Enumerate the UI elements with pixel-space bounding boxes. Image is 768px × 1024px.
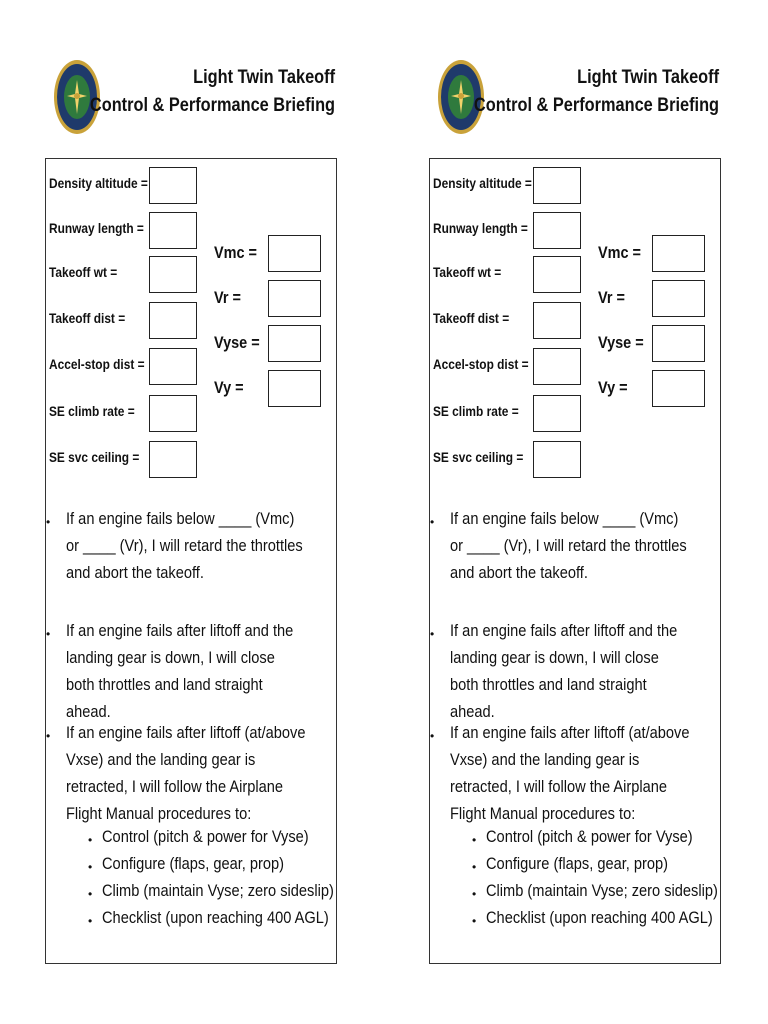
sub-step-configure: Configure (flaps, gear, prop) <box>486 854 669 873</box>
se-climb-rate-box <box>533 395 581 432</box>
takeoff-dist-label: Takeoff dist = <box>49 310 126 326</box>
gear-down-procedure-text: If an engine fails after liftoff and the landing gear is down, I will close both throttles and land straight ahead. <box>450 621 678 721</box>
runway-length-label: Runway length = <box>49 220 144 236</box>
gear-up-procedure-text: If an engine fails after liftoff (at/above Vxse) and the landing gear is retracted, I will follow the Airplane Flight Manual procedures to: <box>66 723 306 823</box>
takeoff-wt-box <box>149 256 197 293</box>
sub-step-control: Control (pitch & power for Vyse) <box>486 827 693 846</box>
se-climb-rate-box <box>149 395 197 432</box>
se-svc-ceiling-label: SE svc ceiling = <box>49 449 140 465</box>
vyse-label: Vyse = <box>214 333 260 352</box>
vy-label: Vy = <box>598 378 628 397</box>
abort-procedure-text: If an engine fails below ____ (Vmc) or ____ (Vr), I will retard the throttles and abort the takeoff. <box>450 509 687 582</box>
card-title <box>474 64 719 120</box>
vy-box <box>652 370 705 407</box>
gear-down-procedure-text: If an engine fails after liftoff and the landing gear is down, I will close both throttles and land straight ahead. <box>66 621 294 721</box>
se-svc-ceiling-box <box>149 441 197 478</box>
sub-step-climb: Climb (maintain Vyse; zero sideslip) <box>486 881 718 900</box>
vmc-label: Vmc = <box>214 243 257 262</box>
sub-bullet-icon: • <box>472 860 477 874</box>
se-climb-rate-label: SE climb rate = <box>433 403 519 419</box>
abort-procedure-text: If an engine fails below ____ (Vmc) or ____ (Vr), I will retard the throttles and abort the takeoff. <box>66 509 303 582</box>
vmc-box <box>268 235 321 272</box>
sub-bullet-icon: • <box>472 833 477 847</box>
sub-step-checklist: Checklist (upon reaching 400 AGL) <box>486 908 713 927</box>
vr-box <box>652 280 705 317</box>
card-title <box>90 64 335 120</box>
gear-up-procedure-text: If an engine fails after liftoff (at/above Vxse) and the landing gear is retracted, I will follow the Airplane Flight Manual procedures to: <box>450 723 690 823</box>
sub-bullet-icon: • <box>472 887 477 901</box>
se-svc-ceiling-label: SE svc ceiling = <box>433 449 524 465</box>
bullet-icon: • <box>430 729 435 743</box>
bullet-icon: • <box>46 729 51 743</box>
sub-step-control: Control (pitch & power for Vyse) <box>102 827 309 846</box>
takeoff-wt-label: Takeoff wt = <box>433 264 502 280</box>
sub-bullet-icon: • <box>472 914 477 928</box>
vyse-box <box>652 325 705 362</box>
title-line-2: Control & Performance Briefing <box>473 95 719 116</box>
runway-length-label: Runway length = <box>433 220 528 236</box>
runway-length-box <box>149 212 197 249</box>
density-altitude-box <box>533 167 581 204</box>
sub-bullet-icon: • <box>88 860 93 874</box>
density-altitude-label: Density altitude = <box>433 175 532 191</box>
bullet-icon: • <box>46 515 51 529</box>
bullet-icon: • <box>46 627 51 641</box>
briefing-panel <box>429 158 721 964</box>
vyse-box <box>268 325 321 362</box>
vmc-label: Vmc = <box>598 243 641 262</box>
runway-length-box <box>533 212 581 249</box>
title-line-2: Control & Performance Briefing <box>89 95 335 116</box>
bullet-icon: • <box>430 515 435 529</box>
vy-box <box>268 370 321 407</box>
accel-stop-dist-box <box>533 348 581 385</box>
takeoff-wt-box <box>533 256 581 293</box>
title-line-1: Light Twin Takeoff <box>577 67 719 88</box>
bullet-icon: • <box>430 627 435 641</box>
density-altitude-box <box>149 167 197 204</box>
sub-bullet-icon: • <box>88 914 93 928</box>
accel-stop-dist-box <box>149 348 197 385</box>
se-climb-rate-label: SE climb rate = <box>49 403 135 419</box>
vr-label: Vr = <box>214 288 241 307</box>
takeoff-dist-box <box>149 302 197 339</box>
density-altitude-label: Density altitude = <box>49 175 148 191</box>
vy-label: Vy = <box>214 378 244 397</box>
vr-box <box>268 280 321 317</box>
vyse-label: Vyse = <box>598 333 644 352</box>
takeoff-dist-label: Takeoff dist = <box>433 310 510 326</box>
title-line-1: Light Twin Takeoff <box>193 67 335 88</box>
se-svc-ceiling-box <box>533 441 581 478</box>
briefing-panel <box>45 158 337 964</box>
takeoff-wt-label: Takeoff wt = <box>49 264 118 280</box>
sub-bullet-icon: • <box>88 887 93 901</box>
sub-step-climb: Climb (maintain Vyse; zero sideslip) <box>102 881 334 900</box>
briefing-card-right <box>429 0 729 1024</box>
sub-step-checklist: Checklist (upon reaching 400 AGL) <box>102 908 329 927</box>
accel-stop-dist-label: Accel-stop dist = <box>49 356 145 372</box>
sub-bullet-icon: • <box>88 833 93 847</box>
sub-step-configure: Configure (flaps, gear, prop) <box>102 854 285 873</box>
takeoff-dist-box <box>533 302 581 339</box>
accel-stop-dist-label: Accel-stop dist = <box>433 356 529 372</box>
vmc-box <box>652 235 705 272</box>
briefing-card-left <box>45 0 345 1024</box>
vr-label: Vr = <box>598 288 625 307</box>
